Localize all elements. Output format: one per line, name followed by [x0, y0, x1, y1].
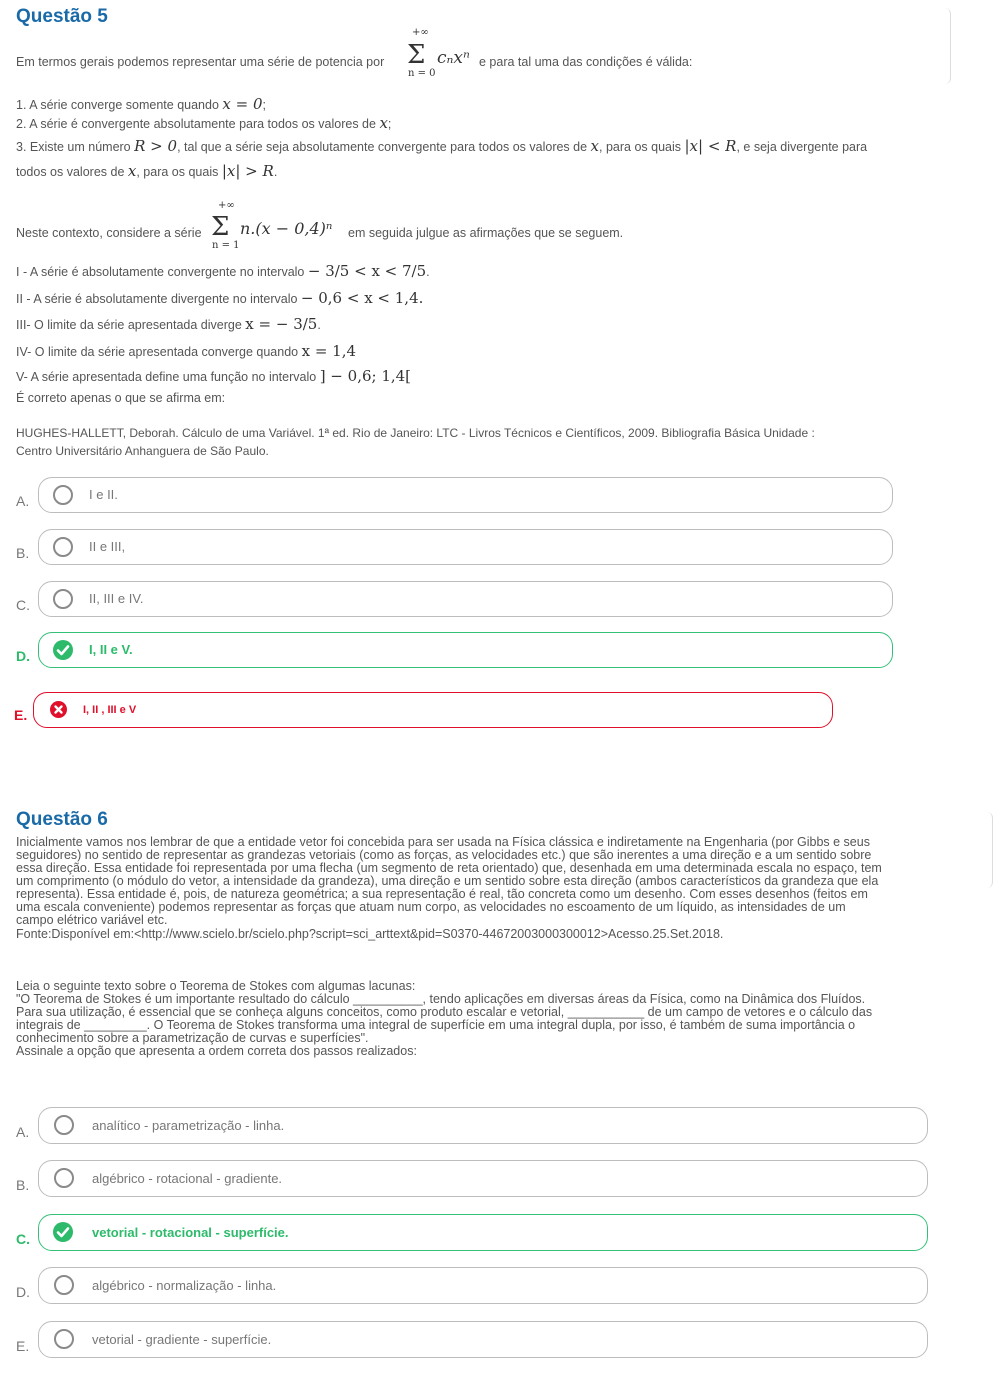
q6-option-d-letter: D. — [16, 1284, 30, 1300]
q6-option-b[interactable] — [38, 1160, 928, 1197]
q5-option-d-label: I, II e V. — [89, 642, 133, 657]
q5-condition-3-cont: todos os valores de x, para os quais |x| > R. — [16, 162, 278, 180]
q6-option-c-letter: C. — [16, 1231, 30, 1247]
q6-paragraph-2: Leia o seguinte texto sobre o Teorema de Stokes com algumas lacunas: "O Teorema de Stokes é um importante resultado do cálculo __________, tendo aplicações em diversas áreas da Física, como na Dinâmica dos Fluídos. Para sua utilização, é essencial que se conheça alguns conceitos, como produto escalar e vetorial, ___________ de um campo de vetores e o cálculo das integrais de _________. O Teorema de Stokes transforma uma integral de superfície em uma integral dupla, por isso, é também de suma importância o conhecimento sobre a parametrização de curvas e superfícies". Assinale a opção que apresenta a ordem correta dos passos realizados: — [16, 979, 873, 1058]
q5-option-d[interactable] — [38, 632, 893, 668]
q6-option-d[interactable] — [38, 1267, 928, 1304]
q5-option-c-label: II, III e IV. — [89, 591, 144, 606]
q6-option-e-letter: E. — [16, 1338, 30, 1354]
q5-option-e-letter: E. — [14, 707, 28, 723]
radio-icon[interactable] — [54, 1115, 74, 1135]
q5-reference-1: HUGHES-HALLETT, Deborah. Cálculo de uma Variável. 1ª ed. Rio de Janeiro: LTC - Livros Técnicos e Científicos, 2009. Bibliografia Básica Unidade : — [16, 426, 815, 440]
q5-intro-tail: e para tal uma das condições é válida: — [479, 55, 693, 69]
radio-icon[interactable] — [54, 1168, 74, 1188]
q6-option-d-label: algébrico - normalização - linha. — [92, 1278, 277, 1293]
q6-option-c-label: vetorial - rotacional - superfície. — [92, 1225, 289, 1240]
q5-option-b-label: II e III, — [89, 539, 126, 554]
scroll-indicator[interactable] — [944, 8, 951, 84]
sum1-sigma: Σ — [407, 40, 426, 70]
statement-1: I - A série é absolutamente convergente no intervalo − 3/5 < x < 7/5. — [16, 262, 430, 280]
radio-icon[interactable] — [53, 537, 73, 557]
q6-option-a-letter: A. — [16, 1124, 30, 1140]
sum1-lower: n = 0 — [408, 68, 436, 79]
radio-icon[interactable] — [53, 589, 73, 609]
q5-condition-1: 1. A série converge somente quando x = 0; — [16, 95, 266, 113]
q5-option-a[interactable] — [38, 477, 893, 513]
statement-5: V- A série apresentada define uma função no intervalo ] − 0,6; 1,4[ — [16, 367, 412, 385]
q6-option-b-letter: B. — [16, 1177, 30, 1193]
q5-option-a-letter: A. — [16, 493, 30, 509]
q5-option-c[interactable] — [38, 581, 893, 617]
q5-option-e[interactable] — [33, 692, 833, 728]
q5-reference-2: Centro Universitário Anhanguera de São Paulo. — [16, 444, 269, 458]
q6-option-e[interactable] — [38, 1321, 928, 1358]
scroll-indicator[interactable] — [986, 812, 993, 888]
statement-2: II - A série é absolutamente divergente no intervalo − 0,6 < x < 1,4. — [16, 289, 424, 307]
q6-option-c[interactable] — [38, 1214, 928, 1251]
q5-condition-2: 2. A série é convergente absolutamente para todos os valores de x; — [16, 114, 392, 132]
radio-icon[interactable] — [54, 1329, 74, 1349]
sum2-sigma: Σ — [211, 212, 230, 242]
sum1-body: cₙxⁿ — [437, 48, 470, 68]
q6-paragraph-1: Inicialmente vamos nos lembrar de que a entidade vetor foi concebida para ser usada na Física clássica e indiretamente na Engenharia (por Gibbs e seus seguidores) no sentido de representar as grandezas vetoriais (como as forças, as velocidades etc.) que são inerentes a uma direção e a um sentido sobre essa direção. Essa entidade foi representada por uma flecha (um segmento de reta orientado) que, desenhada em uma determinada escala no espaço, tem um comprimento (o módulo do vetor, a intensidade da grandeza), uma direção e um sentido sobre esta direção (ambos característicos da grandeza que ela representa). Essa entidade é, pois, de natureza geométrica; a sua representação é real, tão concreta como um desenho. Com esses desenhos (feitos em uma escala conveniente) podemos representar as forças que atuam num corpo, as velocidades no escoamento de um líquido, as intensidades de um campo elétrico variável etc. Fonte:Disponível em:<http://www.scielo.br/scielo.php?script=sci_arttext&pid=S0370-44672003000300012>Acesso.25.Set.2018. — [16, 835, 882, 941]
q5-option-a-label: I e II. — [89, 487, 118, 502]
q6-option-a-label: analítico - parametrização - linha. — [92, 1118, 285, 1133]
q5-context: Neste contexto, considere a série — [16, 226, 202, 240]
q5-option-d-letter: D. — [16, 648, 30, 664]
q5-condition-3: 3. Existe um número R > 0, tal que a série seja absolutamente convergente para todos os valores de x, para os quais |x| < R, e seja divergente para — [16, 137, 868, 155]
q5-context-tail: em seguida julgue as afirmações que se seguem. — [348, 226, 624, 240]
radio-icon[interactable] — [53, 485, 73, 505]
statement-4: IV- O limite da série apresentada converge quando x = 1,4 — [16, 342, 357, 360]
q5-intro: Em termos gerais podemos representar uma série de potencia por — [16, 55, 385, 69]
radio-icon[interactable] — [54, 1275, 74, 1295]
sum2-upper: +∞ — [218, 200, 235, 211]
sum2-body: n.(x − 0,4)ⁿ — [240, 219, 333, 238]
q5-ask: É correto apenas o que se afirma em: — [16, 391, 226, 405]
q5-option-b[interactable] — [38, 529, 893, 565]
question-5-title: Questão 5 — [16, 6, 108, 27]
check-icon — [53, 1222, 73, 1242]
q6-option-b-label: algébrico - rotacional - gradiente. — [92, 1171, 283, 1186]
question-6-title: Questão 6 — [16, 809, 108, 830]
q6-option-e-label: vetorial - gradiente - superfície. — [92, 1332, 272, 1347]
check-icon — [53, 640, 73, 660]
q5-option-b-letter: B. — [16, 545, 30, 561]
q6-option-a[interactable] — [38, 1107, 928, 1144]
sum1-upper: +∞ — [412, 27, 429, 38]
statement-3: III- O limite da série apresentada diverge x = − 3/5. — [16, 315, 321, 333]
q5-option-e-label: I, II , III e V — [83, 704, 137, 716]
q5-option-c-letter: C. — [16, 597, 30, 613]
x-icon — [50, 701, 67, 718]
sum2-lower: n = 1 — [212, 240, 240, 251]
